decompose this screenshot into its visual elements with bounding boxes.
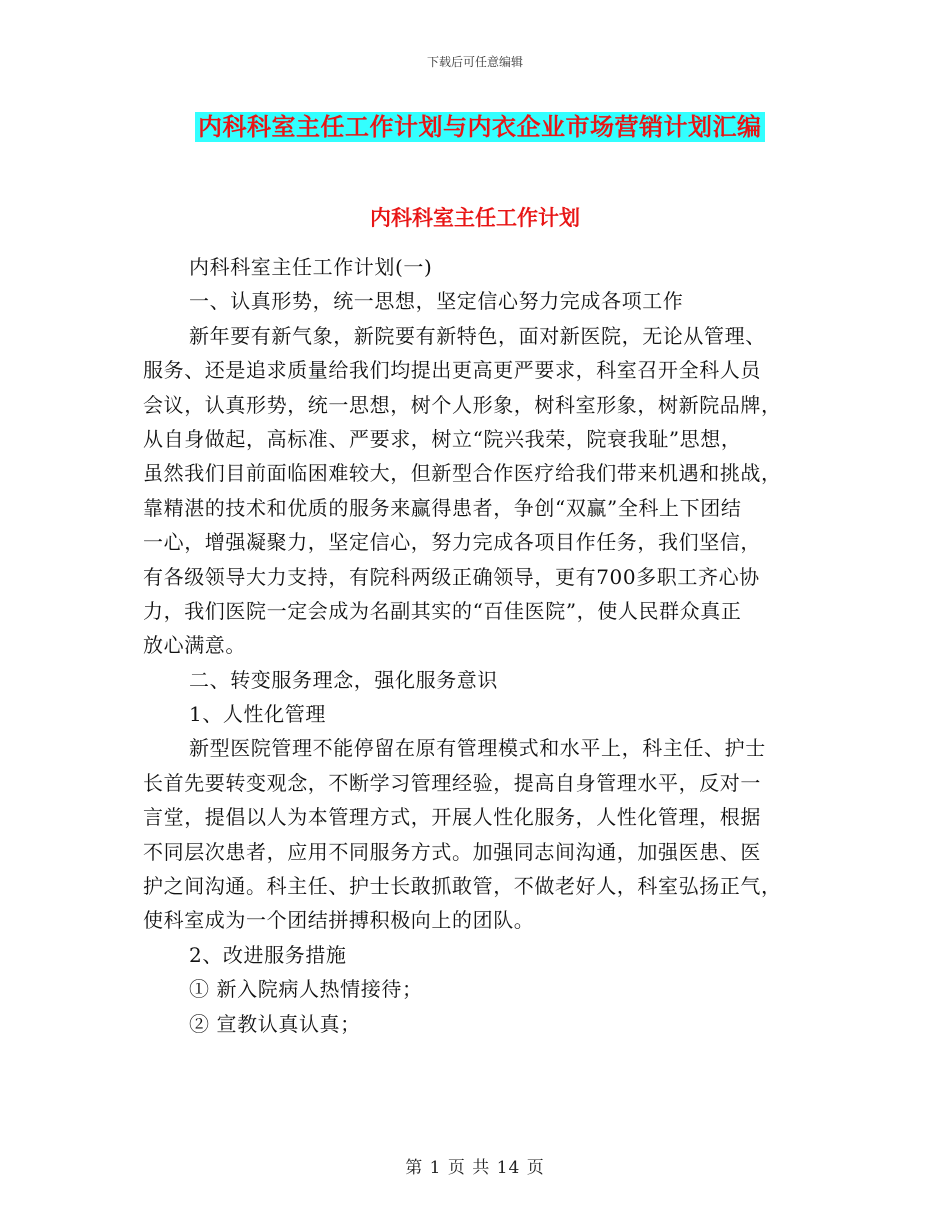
paragraph-line: ① 新入院病人热情接待； <box>189 977 423 1002</box>
paragraph-line: 使科室成为一个团结拼搏积极向上的团队。 <box>143 908 535 933</box>
paragraph-line: 1、人性化管理 <box>189 702 326 727</box>
paragraph-line: 放心满意。 <box>143 633 246 658</box>
header-note: 下载后可任意编辑 <box>426 55 523 69</box>
paragraph-line: 一、认真形势，统一思想，坚定信心努力完成各项工作 <box>189 289 684 314</box>
paragraph-line: 2、改进服务措施 <box>189 942 347 967</box>
paragraph-line: 言堂，提倡以人为本管理方式，开展人性化服务，人性化管理，根据 <box>143 805 761 830</box>
section-title: 内科科室主任工作计划 <box>370 205 580 230</box>
paragraph-line: ② 宣教认真认真； <box>189 1011 361 1036</box>
document-title: 内科科室主任工作计划与内衣企业市场营销计划汇编 <box>195 112 765 142</box>
paragraph-line: 一心，增强凝聚力，坚定信心，努力完成各项目作任务，我们坚信， <box>143 530 761 555</box>
paragraph-line: 从自身做起，高标准、严要求，树立“院兴我荣，院衰我耻”思想， <box>143 426 742 451</box>
paragraph-line: 服务、还是追求质量给我们均提出更高更严要求，科室召开全科人员 <box>143 358 761 383</box>
paragraph-line: 护之间沟通。科主任、护士长敢抓敢管，不做老好人，科室弘扬正气， <box>143 874 782 899</box>
paragraph-line: 力，我们医院一定会成为名副其实的“百佳医院”，使人民群众真正 <box>143 598 742 623</box>
paragraph-line: 有各级领导大力支持，有院科两级正确领导，更有700多职工齐心协 <box>143 564 760 589</box>
paragraph-line: 内科科室主任工作计划(一) <box>189 255 433 279</box>
paragraph-line: 二、转变服务理念，强化服务意识 <box>189 667 498 692</box>
paragraph-line: 新年要有新气象，新院要有新特色，面对新医院，无论从管理、 <box>189 323 766 348</box>
paragraph-line: 虽然我们目前面临困难较大，但新型合作医疗给我们带来机遇和挑战， <box>143 461 782 486</box>
page-footer: 第 1 页 共 14 页 <box>405 1158 545 1178</box>
paragraph-line: 靠精湛的技术和优质的服务来赢得患者，争创“双赢”全科上下团结 <box>143 495 742 520</box>
paragraph-line: 长首先要转变观念，不断学习管理经验，提高自身管理水平，反对一 <box>143 770 761 795</box>
paragraph-line: 新型医院管理不能停留在原有管理模式和水平上，科主任、护士 <box>189 736 766 761</box>
paragraph-line: 不同层次患者，应用不同服务方式。加强同志间沟通，加强医患、医 <box>143 839 761 864</box>
document-body <box>143 250 809 1041</box>
paragraph-line: 会议，认真形势，统一思想，树个人形象，树科室形象，树新院品牌， <box>143 392 782 417</box>
